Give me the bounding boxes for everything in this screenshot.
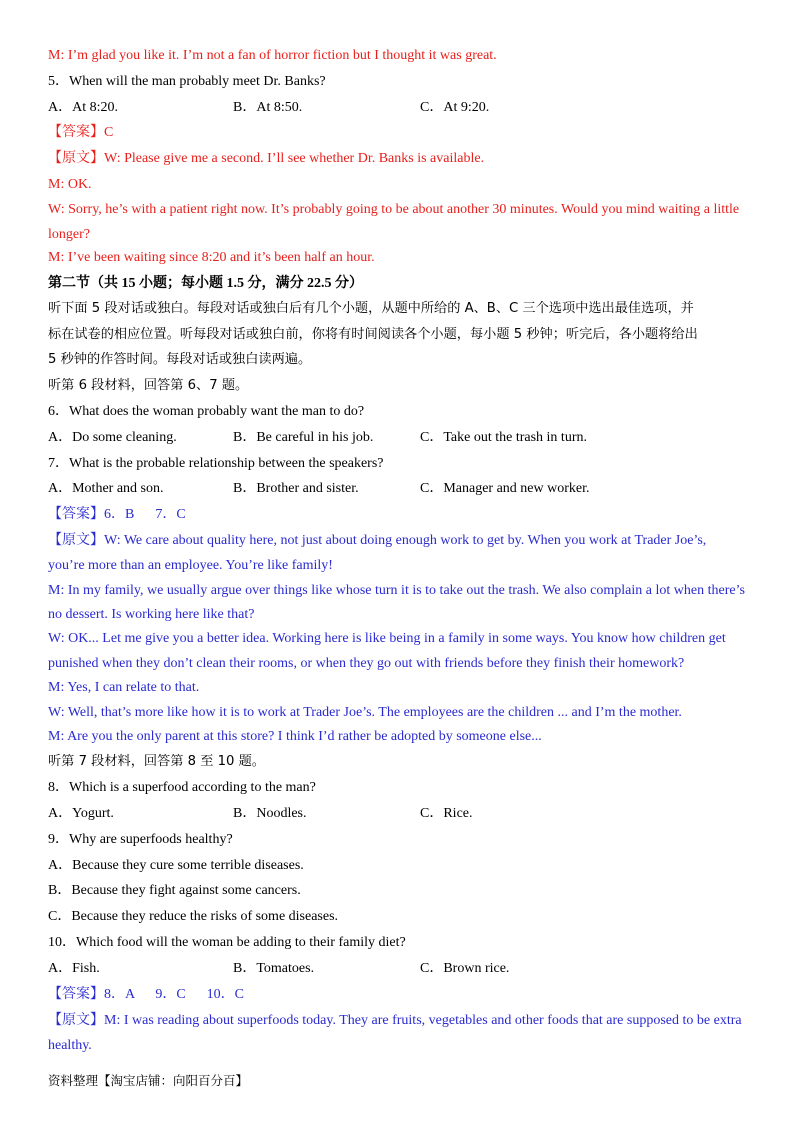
q5-answer: 【答案】C bbox=[48, 125, 114, 140]
seg6-transcript-line: no dessert. Is working here like that? bbox=[48, 607, 255, 622]
seg6-transcript-line: you’re more than an employee. You’re like family! bbox=[48, 558, 333, 573]
segment-intro: 听第 6 段材料，回答第 6、7 题。 bbox=[48, 378, 249, 393]
seg6-transcript-line: W: Well, that’s more like how it is to work at Trader Joe’s. The employees are the children ... and I’m the mother. bbox=[48, 705, 682, 720]
page-footer: 资料整理【淘宝店铺：向阳百分百】 bbox=[48, 1073, 249, 1088]
seg6-answer: 【答案】6．B 7．C bbox=[48, 507, 186, 522]
seg6-transcript-line: M: In my family, we usually argue over things like whose turn it is to take out the trash. We also complain a lot when there’s bbox=[48, 583, 745, 598]
seg6-transcript-line: punished when they don’t clean their rooms, or when they go out with friends before they finish their homework? bbox=[48, 656, 685, 671]
q5-options bbox=[48, 99, 758, 117]
segment-intro: 听第 7 段材料，回答第 8 至 10 题。 bbox=[48, 754, 265, 769]
q5-option-b: B．At 8:50. bbox=[233, 100, 303, 115]
q10-question: 10．Which food will the woman be adding to their family diet? bbox=[48, 935, 406, 950]
q9-question: 9．Why are superfoods healthy? bbox=[48, 832, 233, 847]
section-instructions: 标在试卷的相应位置。听每段对话或独白前，你将有时间阅读各个小题，每小题 5 秒钟；听完后，各小题将给出 bbox=[48, 327, 698, 342]
seg7-answer: 【答案】8．A 9．C 10．C bbox=[48, 987, 245, 1002]
q5-transcript-tail: M: I’m glad you like it. I’m not a fan of horror fiction but I thought it was great. bbox=[48, 48, 497, 63]
q6-option-b: B．Be careful in his job. bbox=[233, 430, 374, 445]
q6-option-c: C．Take out the trash in turn. bbox=[420, 430, 587, 445]
q7-option-a: A．Mother and son. bbox=[48, 481, 164, 496]
q9-option-c: C．Because they reduce the risks of some diseases. bbox=[48, 909, 339, 924]
q8-option-a: A．Yogurt. bbox=[48, 806, 114, 821]
seg7-transcript-line: 【原文】M: I was reading about superfoods today. They are fruits, vegetables and other foods that are supposed to be extra bbox=[48, 1013, 742, 1028]
q5-option-a: A．At 8:20. bbox=[48, 100, 118, 115]
q8-question: 8．Which is a superfood according to the man? bbox=[48, 780, 316, 795]
q10-option-a: A．Fish. bbox=[48, 961, 100, 976]
seg6-transcript-line: M: Yes, I can relate to that. bbox=[48, 680, 200, 695]
q9-option-b: B．Because they fight against some cancers. bbox=[48, 883, 301, 898]
q8-options bbox=[48, 805, 758, 823]
q5-transcript-line: 【原文】W: Please give me a second. I’ll see whether Dr. Banks is available. bbox=[48, 151, 485, 166]
q10-option-c: C．Brown rice. bbox=[420, 961, 510, 976]
section-instructions: 听下面 5 段对话或独白。每段对话或独白后有几个小题，从题中所给的 A、B、C 三个选项中选出最佳选项，并 bbox=[48, 301, 694, 316]
q7-question: 7．What is the probable relationship between the speakers? bbox=[48, 456, 384, 471]
seg6-transcript-line: W: OK... Let me give you a better idea. Working here is like being in a family in some ways. You know how children get bbox=[48, 631, 726, 646]
q6-options bbox=[48, 429, 758, 447]
q8-option-c: C．Rice. bbox=[420, 806, 473, 821]
seg6-transcript-line: 【原文】W: We care about quality here, not just about doing enough work to get by. When you work at Trader Joe’s, bbox=[48, 533, 707, 548]
q5-transcript-line: M: OK. bbox=[48, 177, 92, 192]
q7-option-c: C．Manager and new worker. bbox=[420, 481, 590, 496]
section-heading: 第二节（共 15 小题；每小题 1.5 分，满分 22.5 分） bbox=[48, 276, 363, 291]
q6-option-a: A．Do some cleaning. bbox=[48, 430, 177, 445]
section-instructions: 5 秒钟的作答时间。每段对话或独白读两遍。 bbox=[48, 352, 312, 367]
seg7-transcript-line: healthy. bbox=[48, 1038, 92, 1053]
q5-transcript-line: W: Sorry, he’s with a patient right now. It’s probably going to be about another 30 minutes. Would you mind waiting a little bbox=[48, 202, 740, 217]
q10-options bbox=[48, 960, 758, 978]
q8-option-b: B．Noodles. bbox=[233, 806, 307, 821]
q5-transcript-line: longer? bbox=[48, 227, 90, 242]
q10-option-b: B．Tomatoes. bbox=[233, 961, 315, 976]
q5-transcript-line: M: I’ve been waiting since 8:20 and it’s been half an hour. bbox=[48, 250, 375, 265]
q6-question: 6．What does the woman probably want the man to do? bbox=[48, 404, 365, 419]
q5-question: 5．When will the man probably meet Dr. Banks? bbox=[48, 74, 326, 89]
seg6-transcript-line: M: Are you the only parent at this store? I think I’d rather be adopted by someone else... bbox=[48, 729, 542, 744]
q9-option-a: A．Because they cure some terrible diseases. bbox=[48, 858, 304, 873]
q5-option-c: C．At 9:20. bbox=[420, 100, 490, 115]
q7-option-b: B．Brother and sister. bbox=[233, 481, 359, 496]
q7-options bbox=[48, 480, 758, 498]
